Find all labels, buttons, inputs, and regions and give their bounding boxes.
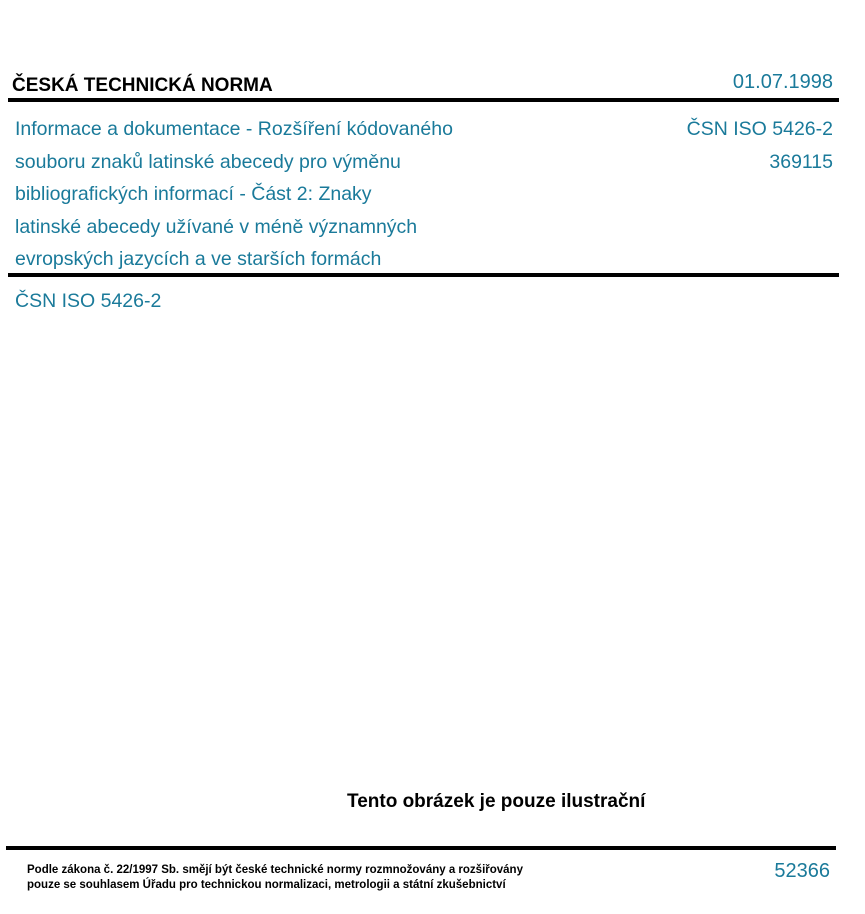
standard-codes <box>687 113 833 178</box>
norm-label: ČESKÁ TECHNICKÁ NORMA <box>12 75 273 96</box>
publication-date: 01.07.1998 <box>732 71 833 93</box>
bottom-divider <box>6 846 836 850</box>
sub-standard-code: ČSN ISO 5426-2 <box>15 290 162 312</box>
standard-code: ČSN ISO 5426-2 <box>686 118 833 140</box>
legal-line: pouze se souhlasem Úřadu pro technickou normalizaci, metrologii a státní zkušebnictví <box>27 879 506 891</box>
title-line: latinské abecedy užívané v méně významných <box>15 215 418 238</box>
top-divider <box>8 98 839 102</box>
title-line: Informace a dokumentace - Rozšíření kódovaného <box>15 118 453 140</box>
legal-line: Podle zákona č. 22/1997 Sb. smějí být české technické normy rozmnožovány a rozšiřovány <box>27 864 523 876</box>
legal-notice <box>27 863 523 893</box>
title-line: evropských jazycích a ve starších formách <box>15 248 382 270</box>
title-line: bibliografických informací - Část 2: Znaky <box>15 183 372 205</box>
middle-divider <box>8 273 839 277</box>
document-title <box>15 113 575 276</box>
catalog-number: 52366 <box>774 860 830 882</box>
class-number: 369115 <box>769 150 833 173</box>
illustration-caption: Tento obrázek je pouze ilustrační <box>347 791 646 812</box>
title-line: souboru znaků latinské abecedy pro výměnu <box>15 150 401 173</box>
